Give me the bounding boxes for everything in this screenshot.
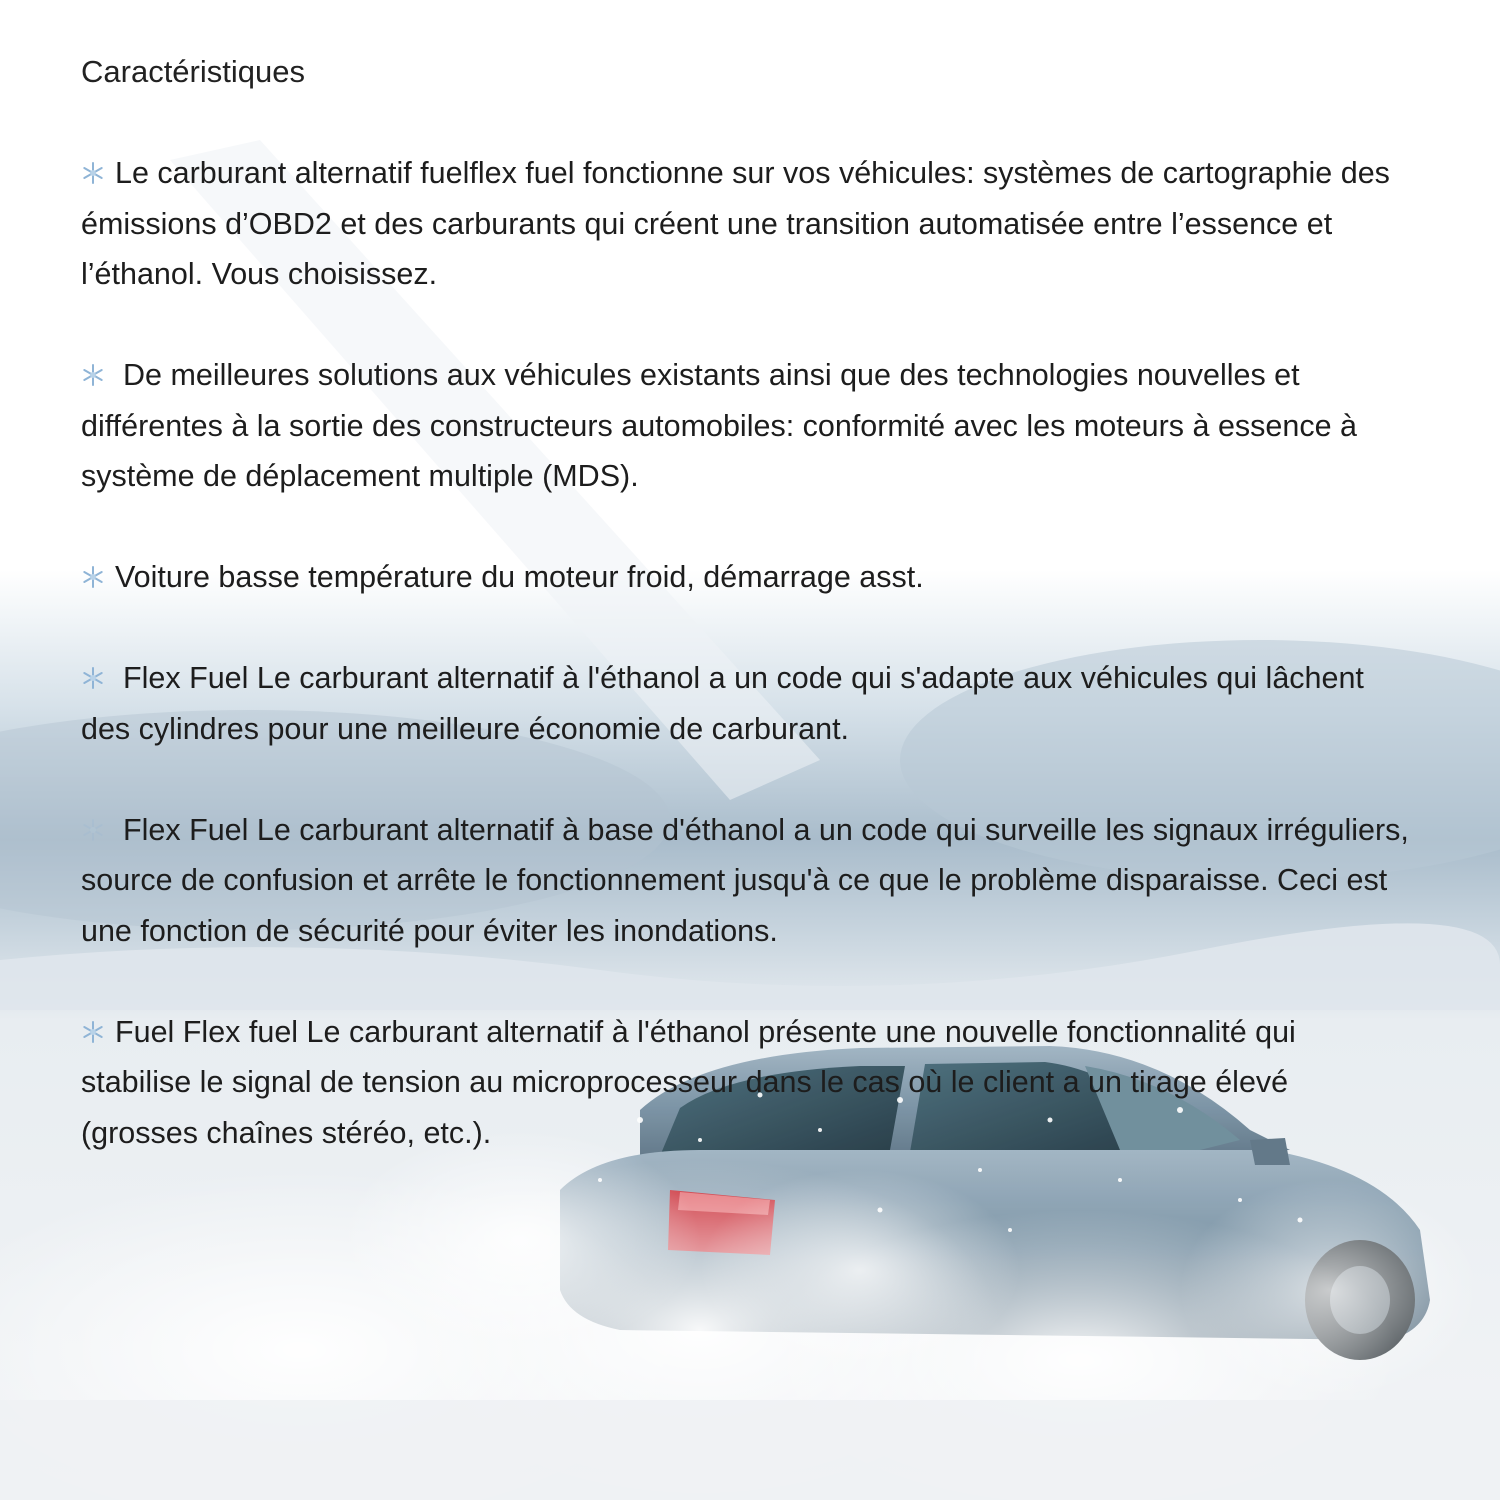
feature-item	[81, 653, 1411, 754]
section-heading: Caractéristiques	[81, 54, 305, 89]
snowflake-icon	[81, 363, 117, 387]
feature-text: Fuel Flex fuel Le carburant alternatif à l'éthanol présente une nouvelle fonctionnalité qui stabilise le signal de tension au microprocesseur dans le cas où le client a un tirage élevé (grosses chaînes stéréo, etc.).	[81, 1014, 1296, 1150]
feature-item	[81, 350, 1411, 502]
features-content	[81, 48, 1411, 1209]
snowflake-icon	[81, 161, 109, 185]
feature-text: Voiture basse température du moteur froid, démarrage asst.	[115, 560, 924, 594]
snowflake-icon	[81, 666, 117, 690]
feature-text: Flex Fuel Le carburant alternatif à l'éthanol a un code qui s'adapte aux véhicules qui lâchent des cylindres pour une meilleure économie de carburant.	[81, 661, 1364, 746]
feature-item	[81, 552, 1411, 603]
snowflake-icon	[81, 1020, 109, 1044]
feature-item	[81, 148, 1411, 300]
feature-text: De meilleures solutions aux véhicules existants ainsi que des technologies nouvelles et différentes à la sortie des constructeurs automobiles: conformité avec les moteurs à essence à système de déplacement multiple (MDS).	[81, 358, 1357, 493]
feature-text: Le carburant alternatif fuelflex fuel fonctionne sur vos véhicules: systèmes de cartographie des émissions d’OBD2 et des carburants qui créent une transition automatisée entre l’essence et l’éthanol. Vous choisissez.	[81, 156, 1390, 291]
snowflake-icon	[81, 565, 109, 589]
feature-text: Flex Fuel Le carburant alternatif à base d'éthanol a un code qui surveille les signaux irréguliers, source de confusion et arrête le fonctionnement jusqu'à ce que le problème disparaisse. Ceci est une fonction de sécurité pour éviter les inondations.	[81, 812, 1409, 948]
feature-item	[81, 1007, 1411, 1159]
snowflake-icon	[81, 818, 117, 842]
feature-item	[81, 805, 1411, 957]
